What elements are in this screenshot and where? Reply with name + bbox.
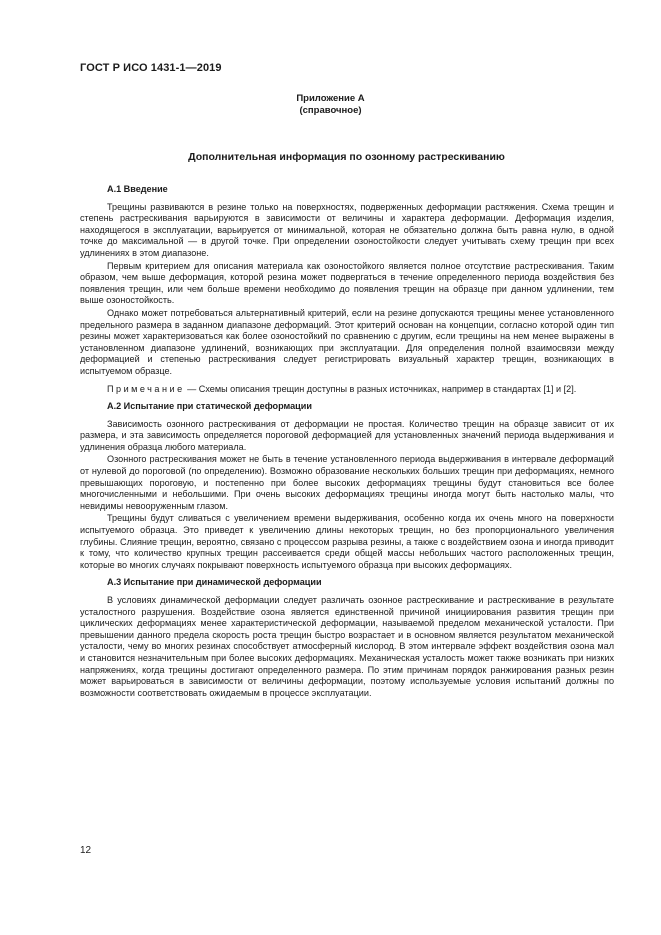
paragraph: В условиях динамической деформации следует различать озонное растрескивание и растрескивание в результате усталостного разрушения. Воздействие озона является единственной причиной инициирования развития трещин при циклических деформациях менее характеристической деформации, называемой пределом механической усталости. При превышении данного предела скорость роста трещин быстро возрастает и в основном является результатом механической усталости, чему во многих резинах способствует атмосферный кислород. В этом интервале эффект воздействия озона мал и становится незначительным при более высоких деформациях. Механическая усталость может также возникать при низких напряжениях, когда трещины достигают определенного размера. По этим причинам порядок ранжирования разных резин может варьироваться в зависимости от величины деформации, поэтому используемые условия испытаний должны по возможности соответствовать ожидаемым в процессе эксплуатации.: [80, 595, 614, 698]
section-heading: А.3 Испытание при динамической деформации: [107, 577, 322, 588]
standard-designation: ГОСТ Р ИСО 1431-1—2019: [80, 62, 222, 74]
note: [80, 384, 614, 396]
section-heading: А.1 Введение: [107, 184, 168, 194]
section-heading: А.2 Испытание при статической деформации: [107, 401, 312, 412]
annex-heading: [0, 93, 661, 117]
annex-type: (справочное): [299, 105, 362, 116]
paragraph: Озонного растрескивания может не быть в течение установленного периода выдерживания в интервале деформаций от нулевой до пороговой (по определению). Возможно образование нескольких больших трещин при деформациях, немного превышающих пороговую, и постепенно при более высоких деформациях трещины будут становиться все более многочисленными и небольшими. При очень высоких деформациях трещины иногда могут быть настолько малы, что невидимы невооруженным глазом.: [80, 454, 614, 511]
paragraph: Первым критерием для описания материала как озоностойкого является полное отсутствие растрескивания. Таким образом, чем выше деформация, которой резина может подвергаться в течение определенного периода воздействия без появления трещин, или чем больше времени необходимо до появления трещин на образце при данном удлинении, тем выше озоностойкость.: [80, 260, 614, 306]
paragraph: Трещины будут сливаться с увеличением времени выдерживания, особенно когда их очень много на поверхности испытуемого образца. Это приведет к увеличению длины некоторых трещин, но без пропорционального увеличения глубины. Слияние трещин, вероятно, связано с процессом разрыва резины, а также с воздействием озона и иногда приводит к тому, что количество крупных трещин рассеивается среди общей массы небольших частого расположенных трещин, которые во многих случаях покрывают поверхность испытуемого образца при высоких деформациях.: [80, 513, 614, 570]
paragraph: Трещины развиваются в резине только на поверхностях, подверженных деформации растяжения. Схема трещин и степень растрескивания варьируются в зависимости от величины и характера деформации. Деформация изделия, находящегося в эксплуатации, варьируется от минимальной, которая не обязательно должна быть равна нулю, в одной точке до максимальной — в другой точке. При определении озоностойкости следует учитывать схему трещин при всех удлинениях в этом диапазоне.: [80, 201, 614, 258]
document-body: [80, 184, 614, 700]
paragraph: Однако может потребоваться альтернативный критерий, если на резине допускаются трещины менее установленного предельного размера в заданном диапазоне деформаций. Этот критерий основан на концепции, согласно которой один тип резины может характеризоваться как более озоностойкий по сравнению с другим, если трещины на нем менее выражены в установленном диапазоне удлинений, возникающих при эксплуатации. Для определения полной взаимосвязи между деформацией и степенью растрескивания следует регистрировать визуальный характер трещин, возникающих в испытуемом образце.: [80, 307, 614, 376]
paragraph: Зависимость озонного растрескивания от деформации не простая. Количество трещин на образце зависит от их размера, и эта зависимость определяется пороговой деформацией для установленных значений периода выдерживания и удлинения образца любого материала.: [80, 418, 614, 452]
note-label: Примечание: [107, 383, 185, 394]
note-text: — Схемы описания трещин доступны в разных источниках, например в стандартах [1] и [2].: [184, 383, 577, 394]
annex-title: Дополнительная информация по озонному растрескиванию: [188, 151, 505, 163]
page-number: 12: [80, 845, 92, 856]
annex-label: Приложение А: [296, 93, 365, 104]
